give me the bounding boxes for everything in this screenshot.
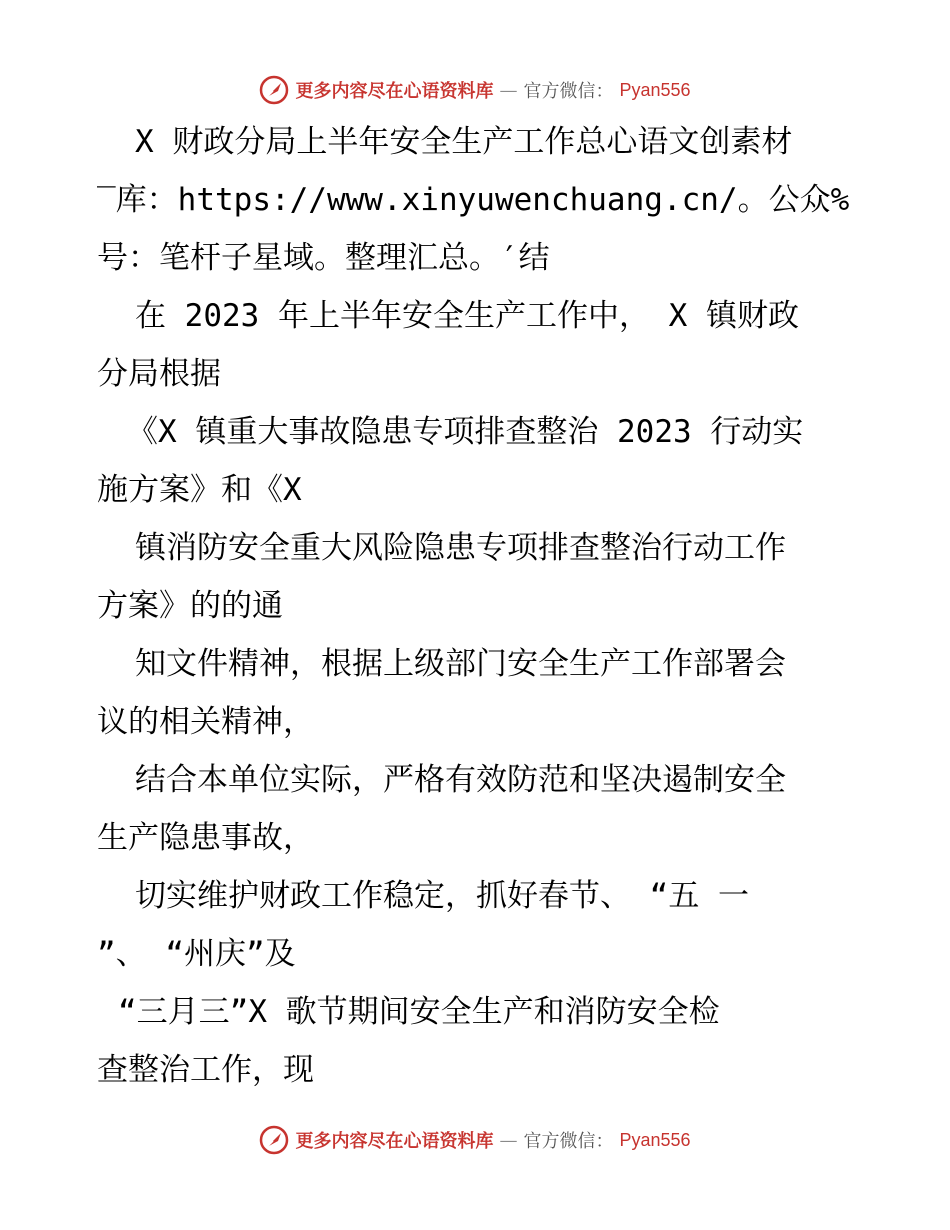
text-line: 号：笔杆子星域。整理汇总。′结 — [97, 240, 550, 276]
text-line: 切实维护财政工作稳定，抓好春节、 “五 一 — [135, 878, 749, 914]
text-line: 议的相关精神， — [97, 704, 314, 740]
header-banner — [0, 72, 950, 108]
text-line: 生产隐患事故， — [97, 820, 314, 856]
text-line: 知文件精神，根据上级部门安全生产工作部署会 — [135, 646, 786, 682]
feather-pen-logo-icon — [259, 75, 289, 105]
text-line: 查整治工作，现 — [97, 1052, 314, 1088]
text-line: “三月三”X 歌节期间安全生产和消防安全检 — [118, 994, 720, 1030]
text-line: 结合本单位实际，严格有效防范和坚决遏制安全 — [135, 762, 786, 798]
banner-subtitle: 官方微信： — [523, 1131, 614, 1152]
footer-banner — [0, 1122, 950, 1158]
text-line: 方案》的的通 — [97, 588, 283, 624]
text-line: 分局根据 — [97, 356, 221, 392]
banner-separator: — — [499, 1129, 518, 1151]
text-line: 镇消防安全重大风险隐患专项排查整治行动工作 — [135, 530, 786, 566]
banner-wechat-id: Pyan556 — [619, 79, 691, 100]
banner-title: 更多内容尽在心语资料库 — [295, 1131, 494, 1152]
banner-separator: — — [499, 79, 518, 101]
text-line: 《X 镇重大事故隐患专项排查整治 2023 行动实 — [127, 414, 804, 450]
text-line: ‾库：https://www.xinyuwenchuang.cn/。公众% — [97, 182, 850, 218]
text-line: 在 2023 年上半年安全生产工作中， X 镇财政 — [135, 298, 799, 334]
text-line: 施方案》和《X — [97, 472, 302, 508]
feather-pen-logo-icon — [259, 1125, 289, 1155]
banner-wechat-id: Pyan556 — [619, 1129, 691, 1150]
text-line: X 财政分局上半年安全生产工作总心语文创素材 — [135, 124, 793, 160]
banner-subtitle: 官方微信： — [523, 81, 614, 102]
text-line: ”、 “州庆”及 — [97, 936, 296, 972]
banner-title: 更多内容尽在心语资料库 — [295, 81, 494, 102]
